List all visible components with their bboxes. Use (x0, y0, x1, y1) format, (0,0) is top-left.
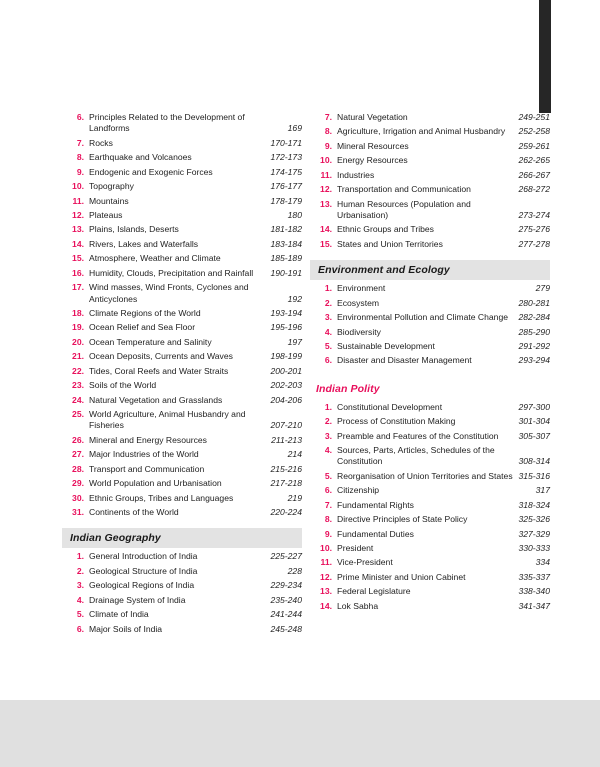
toc-entry[interactable] (62, 624, 302, 635)
toc-entry-number: 10. (320, 155, 332, 166)
toc-entry-pages: 172-173 (270, 152, 302, 163)
toc-entry-pages: 198-199 (270, 351, 302, 362)
toc-entry-pages: 228 (287, 565, 302, 576)
toc-entry-pages: 190-191 (270, 267, 302, 278)
toc-entry-title: States and Union Territories (337, 238, 443, 249)
toc-entry[interactable] (310, 199, 550, 222)
toc-entry[interactable] (310, 445, 550, 468)
toc-entry[interactable] (310, 601, 550, 612)
toc-entry-pages: 170-171 (270, 137, 302, 148)
toc-entry-pages: 249-251 (518, 112, 550, 122)
toc-entry-title: Sustainable Development (337, 340, 435, 351)
toc-entry-number: 23. (72, 380, 84, 391)
toc-entry-number: 19. (72, 322, 84, 333)
toc-entry[interactable] (310, 141, 550, 152)
toc-entry-number: 11. (320, 557, 332, 568)
toc-entry[interactable] (62, 167, 302, 178)
toc-entry-number: 10. (72, 181, 84, 192)
toc-entry-title: Geological Regions of India (89, 580, 195, 591)
toc-entry[interactable] (310, 184, 550, 195)
toc-entry[interactable] (62, 409, 302, 432)
toc-entry-title: Rivers, Lakes and Waterfalls (89, 238, 199, 249)
toc-entry[interactable] (62, 282, 302, 305)
toc-entry-pages: 229-234 (270, 580, 302, 591)
toc-entry-pages: 334 (535, 557, 550, 568)
toc-entry-pages: 180 (287, 209, 302, 220)
toc-entry-pages: 245-248 (270, 623, 302, 634)
toc-entry-pages: 318-324 (518, 499, 550, 510)
toc-entry[interactable] (62, 268, 302, 279)
toc-entry-title: Plains, Islands, Deserts (89, 224, 179, 235)
toc-entry-pages: 277-278 (518, 238, 550, 249)
toc-entry-pages: 207-210 (270, 420, 302, 431)
toc-entry-number: 29. (72, 478, 84, 489)
toc-entry-pages: 338-340 (518, 586, 550, 597)
toc-entry-title: Citizenship (337, 485, 380, 496)
toc-entry-number: 13. (72, 224, 84, 235)
toc-entry[interactable] (62, 464, 302, 475)
toc-entry-title: Sources, Parts, Articles, Schedules of the Constitution (337, 445, 495, 467)
toc-entry[interactable] (62, 395, 302, 406)
toc-entry-pages: 305-307 (518, 430, 550, 441)
toc-entry[interactable] (310, 312, 550, 323)
toc-entry-pages: 241-244 (270, 609, 302, 620)
toc-entry-title: Transportation and Communication (337, 184, 471, 195)
toc-entry-number: 12. (320, 184, 332, 195)
toc-entry-pages: 195-196 (270, 322, 302, 333)
toc-entry-pages: 200-201 (270, 365, 302, 376)
toc-entry-number: 3. (324, 430, 332, 441)
toc-entry[interactable] (310, 126, 550, 137)
toc-entry-number: 26. (72, 434, 84, 445)
toc-entry-number: 6. (76, 112, 84, 122)
toc-entry-number: 2. (324, 297, 332, 308)
toc-entry-title: Tides, Coral Reefs and Water Straits (89, 365, 229, 376)
toc-entry-number: 14. (320, 600, 332, 611)
toc-entry-pages: 217-218 (270, 478, 302, 489)
toc-entry-pages: 181-182 (270, 224, 302, 235)
toc-entry-title: Drainage System of India (89, 594, 186, 605)
toc-entry-pages: 225-227 (270, 551, 302, 562)
toc-entry-title: World Agriculture, Animal Husbandry and Fisheries (89, 409, 246, 431)
toc-entry-number: 3. (324, 312, 332, 323)
toc-entry-title: Process of Constitution Making (337, 416, 456, 427)
toc-entry-pages: 169 (287, 123, 302, 134)
toc-entry-pages: 308-314 (518, 456, 550, 467)
toc-entry-number: 9. (76, 166, 84, 177)
toc-entry-number: 27. (72, 449, 84, 460)
toc-entry-title: Wind masses, Wind Fronts, Cyclones and Anticyclones (89, 282, 249, 304)
toc-entry[interactable] (310, 224, 550, 235)
toc-entry-title: Topography (89, 181, 134, 192)
toc-entry-number: 12. (320, 571, 332, 582)
toc-entry-number: 5. (324, 470, 332, 481)
toc-entry-number: 14. (72, 238, 84, 249)
toc-entry[interactable] (62, 507, 302, 518)
toc-entry-pages: 219 (287, 492, 302, 503)
toc-entry-pages: 285-290 (518, 326, 550, 337)
toc-entry-number: 13. (320, 198, 332, 209)
toc-entry-title: Lok Sabha (337, 600, 379, 611)
toc-entry[interactable] (310, 529, 550, 540)
toc-entry-number: 5. (76, 609, 84, 620)
toc-entry-title: Transport and Communication (89, 463, 205, 474)
toc-entry[interactable] (310, 170, 550, 181)
toc-section-heading: Indian Polity (316, 382, 380, 395)
toc-entry-pages: 220-224 (270, 506, 302, 517)
toc-entry[interactable] (62, 308, 302, 319)
toc-entry-number: 6. (324, 485, 332, 496)
toc-entry[interactable] (62, 112, 302, 135)
toc-entry-title: Soils of the World (89, 380, 157, 391)
toc-entry[interactable] (62, 253, 302, 264)
toc-entry[interactable] (310, 239, 550, 250)
toc-entry-title: Rocks (89, 137, 113, 148)
toc-entry[interactable] (310, 112, 550, 123)
toc-entry[interactable] (310, 341, 550, 352)
toc-entry[interactable] (310, 355, 550, 366)
toc-entry-number: 21. (72, 351, 84, 362)
toc-entry-number: 12. (72, 209, 84, 220)
toc-left-column (62, 112, 302, 638)
toc-entry-title: Ocean Deposits, Currents and Waves (89, 351, 233, 362)
toc-entry-pages: 193-194 (270, 307, 302, 318)
toc-entry-number: 25. (72, 409, 84, 419)
toc-entry-pages: 204-206 (270, 394, 302, 405)
toc-entry-number: 8. (324, 126, 332, 137)
toc-entry-number: 1. (324, 401, 332, 412)
toc-entry[interactable] (310, 485, 550, 496)
toc-entry[interactable] (62, 609, 302, 620)
toc-entry[interactable] (310, 557, 550, 568)
toc-entry-number: 11. (72, 195, 84, 206)
toc-entry[interactable] (310, 155, 550, 166)
toc-entry-pages: 325-326 (518, 514, 550, 525)
toc-entry[interactable] (62, 181, 302, 192)
toc-entry-title: Prime Minister and Union Cabinet (337, 571, 466, 582)
toc-entry[interactable] (310, 572, 550, 583)
toc-entry-title: Principles Related to the Development of Landforms (89, 112, 245, 134)
toc-entry-title: Natural Vegetation and Grasslands (89, 394, 223, 405)
toc-entry-number: 14. (320, 224, 332, 235)
toc-entry-title: Preamble and Features of the Constitution (337, 430, 499, 441)
toc-entry[interactable] (62, 551, 302, 562)
toc-entry[interactable] (62, 138, 302, 149)
toc-entry[interactable] (310, 327, 550, 338)
toc-entry[interactable] (310, 471, 550, 482)
toc-entry-title: President (337, 543, 374, 553)
toc-entry-title: Endogenic and Exogenic Forces (89, 166, 213, 177)
toc-entry[interactable] (62, 493, 302, 504)
toc-entry-number: 4. (324, 445, 332, 456)
toc-entry-pages: 202-203 (270, 380, 302, 391)
toc-entry-number: 8. (324, 514, 332, 525)
toc-entry-title: Federal Legislature (337, 586, 411, 597)
toc-entry-number: 9. (324, 528, 332, 539)
toc-entry-number: 30. (72, 492, 84, 503)
toc-entry-pages: 259-261 (518, 140, 550, 151)
toc-entry-number: 8. (76, 152, 84, 163)
toc-entry-pages: 293-294 (518, 355, 550, 366)
toc-entry-title: Major Soils of India (89, 623, 163, 634)
toc-entry[interactable] (62, 322, 302, 333)
toc-entry-title: Major Industries of the World (89, 449, 199, 460)
page-edge-tab (539, 0, 551, 113)
toc-entry-number: 31. (72, 506, 84, 517)
toc-entry-title: Humidity, Clouds, Precipitation and Rainfall (89, 267, 254, 278)
toc-entry-title: Agriculture, Irrigation and Animal Husbandry (337, 126, 506, 137)
toc-entry-number: 17. (72, 282, 84, 293)
toc-entry-pages: 211-213 (271, 434, 302, 445)
toc-entry[interactable] (310, 500, 550, 511)
toc-section-heading: Environment and Ecology (310, 260, 550, 280)
toc-entry[interactable] (310, 283, 550, 294)
toc-entry-number: 20. (72, 336, 84, 347)
toc-entry[interactable] (62, 210, 302, 221)
toc-entry-number: 3. (76, 580, 84, 591)
toc-entry-number: 22. (72, 365, 84, 376)
toc-entry-pages: 197 (287, 336, 302, 347)
toc-entry-title: Continents of the World (89, 506, 179, 517)
toc-entry-number: 9. (324, 140, 332, 151)
toc-section-heading: Indian Geography (62, 528, 302, 548)
toc-entry[interactable] (62, 580, 302, 591)
toc-entry[interactable] (62, 152, 302, 163)
toc-entry-title: Climate Regions of the World (89, 307, 201, 318)
toc-entry-pages: 297-300 (518, 401, 550, 412)
toc-entry-title: Earthquake and Volcanoes (89, 152, 192, 163)
toc-entry[interactable] (62, 449, 302, 460)
toc-entry-number: 11. (320, 169, 332, 180)
toc-entry-pages: 185-189 (270, 253, 302, 264)
toc-entry-title: Ecosystem (337, 297, 380, 308)
toc-entry-pages: 215-216 (270, 463, 302, 474)
toc-entry-number: 10. (320, 543, 332, 553)
toc-entry-pages: 341-347 (518, 600, 550, 611)
toc-entry-title: Reorganisation of Union Territories and States (337, 470, 513, 481)
toc-entry-number: 2. (76, 565, 84, 576)
toc-entry[interactable] (310, 514, 550, 525)
toc-entry-number: 15. (72, 253, 84, 264)
toc-entry-title: General Introduction of India (89, 551, 198, 562)
toc-entry-pages: 301-304 (518, 416, 550, 427)
toc-entry[interactable] (62, 478, 302, 489)
toc-entry-title: Energy Resources (337, 155, 408, 166)
toc-entry-title: Ocean Relief and Sea Floor (89, 322, 196, 333)
toc-entry-pages: 252-258 (518, 126, 550, 137)
toc-entry[interactable] (62, 366, 302, 377)
toc-entry-title: Ethnic Groups and Tribes (337, 224, 434, 235)
toc-entry[interactable] (62, 351, 302, 362)
toc-entry-pages: 192 (287, 293, 302, 304)
toc-entry-pages: 174-175 (270, 166, 302, 177)
toc-entry-number: 28. (72, 463, 84, 474)
toc-entry[interactable] (62, 337, 302, 348)
toc-entry[interactable] (310, 431, 550, 442)
toc-entry-pages: 183-184 (270, 238, 302, 249)
toc-entry-title: Geological Structure of India (89, 565, 198, 576)
toc-entry-title: Mountains (89, 195, 129, 206)
toc-entry-pages: 235-240 (270, 594, 302, 605)
toc-entry-number: 24. (72, 394, 84, 405)
toc-entry-pages: 327-329 (518, 528, 550, 539)
toc-entry-pages: 176-177 (270, 181, 302, 192)
toc-entry-number: 18. (72, 307, 84, 318)
toc-entry-title: Ocean Temperature and Salinity (89, 336, 212, 347)
toc-entry-title: Disaster and Disaster Management (337, 355, 472, 366)
toc-entry-pages: 268-272 (518, 184, 550, 195)
toc-entry[interactable] (310, 298, 550, 309)
toc-entry-title: Vice-President (337, 557, 393, 568)
toc-entry-title: Biodiversity (337, 326, 381, 337)
toc-entry-number: 6. (324, 355, 332, 366)
toc-entry-pages: 262-265 (518, 155, 550, 166)
toc-entry-pages: 266-267 (518, 169, 550, 180)
toc-entry-pages: 282-284 (518, 312, 550, 323)
toc-entry-pages: 279 (535, 283, 550, 294)
toc-entry-number: 6. (76, 623, 84, 634)
toc-entry-title: Plateaus (89, 209, 123, 220)
toc-entry-number: 5. (324, 340, 332, 351)
toc-entry-number: 2. (324, 416, 332, 427)
toc-entry-number: 4. (324, 326, 332, 337)
toc-entry[interactable] (310, 402, 550, 413)
toc-entry[interactable] (310, 586, 550, 597)
toc-entry-pages: 330-333 (518, 543, 550, 553)
page-bottom-band (0, 700, 600, 767)
toc-entry-title: Environmental Pollution and Climate Change (337, 312, 509, 323)
toc-entry[interactable] (62, 196, 302, 207)
toc-entry[interactable] (62, 435, 302, 446)
toc-entry[interactable] (62, 239, 302, 250)
toc-entry-number: 1. (324, 283, 332, 294)
toc-entry-title: Environment (337, 283, 386, 294)
toc-entry-number: 7. (324, 112, 332, 122)
toc-right-column (310, 112, 550, 638)
toc-entry-title: Human Resources (Population and Urbanisation) (337, 198, 471, 220)
toc-entry-title: Ethnic Groups, Tribes and Languages (89, 492, 234, 503)
toc-entry-title: Fundamental Rights (337, 499, 414, 510)
toc-entry-title: Fundamental Duties (337, 528, 414, 539)
toc-entry-title: Mineral Resources (337, 140, 409, 151)
toc-entry-pages: 214 (287, 449, 302, 460)
toc-entry-pages: 315-316 (518, 470, 550, 481)
toc-entry-pages: 291-292 (518, 340, 550, 351)
toc-entry-pages: 280-281 (518, 297, 550, 308)
toc-entry-title: Natural Vegetation (337, 112, 408, 122)
toc-entry-number: 7. (324, 499, 332, 510)
toc-entry[interactable] (62, 595, 302, 606)
toc-entry[interactable] (62, 224, 302, 235)
toc-entry-pages: 335-337 (518, 571, 550, 582)
toc-entry-number: 7. (76, 137, 84, 148)
toc-entry-pages: 317 (535, 485, 550, 496)
toc-entry-title: Constitutional Development (337, 401, 443, 412)
toc-entry-number: 15. (320, 238, 332, 249)
toc-entry-pages: 275-276 (518, 224, 550, 235)
toc-entry-number: 16. (72, 267, 84, 278)
toc-entry[interactable] (62, 566, 302, 577)
table-of-contents (0, 112, 600, 638)
toc-entry-number: 13. (320, 586, 332, 597)
toc-entry-number: 4. (76, 594, 84, 605)
toc-entry-pages: 178-179 (270, 195, 302, 206)
toc-entry-title: Directive Principles of State Policy (337, 514, 468, 525)
toc-entry-title: Industries (337, 169, 375, 180)
toc-entry-title: Climate of India (89, 609, 149, 620)
toc-entry-title: Mineral and Energy Resources (89, 434, 207, 445)
toc-entry[interactable] (310, 543, 550, 554)
toc-entry[interactable] (62, 380, 302, 391)
toc-entry-title: Atmosphere, Weather and Climate (89, 253, 221, 264)
toc-entry[interactable] (310, 416, 550, 427)
toc-entry-pages: 273-274 (518, 209, 550, 220)
toc-entry-title: World Population and Urbanisation (89, 478, 222, 489)
toc-entry-number: 1. (76, 551, 84, 562)
